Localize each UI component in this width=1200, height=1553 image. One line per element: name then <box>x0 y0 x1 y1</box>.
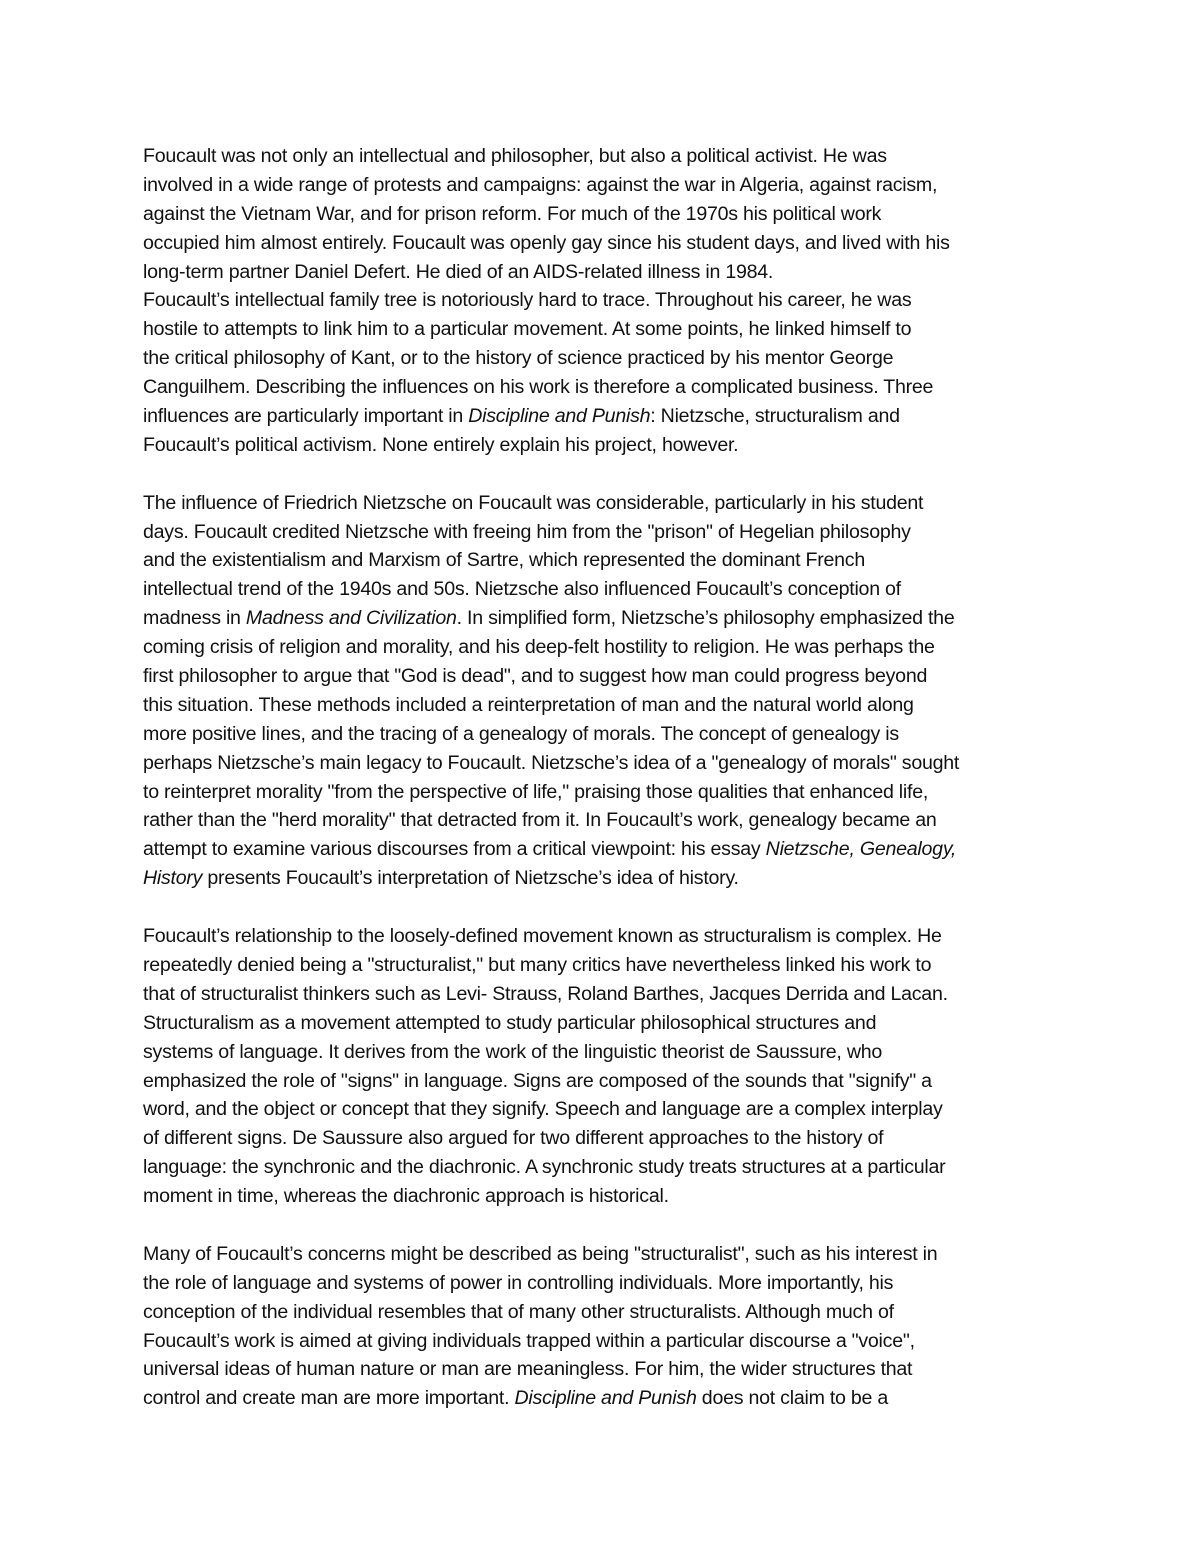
text-run: Foucault’s intellectual family tree is notoriously hard to trace. Throughout his career, he was <box>143 289 912 312</box>
text-line <box>143 864 1073 893</box>
text-run: the critical philosophy of Kant, or to the history of science practiced by his mentor George <box>143 347 894 370</box>
text-run: word, and the object or concept that they signify. Speech and language are a complex interplay <box>143 1098 943 1121</box>
text-run: Structuralism as a movement attempted to study particular philosophical structures and <box>143 1011 877 1034</box>
text-run: intellectual trend of the 1940s and 50s. Nietzsche also influenced Foucault’s conception of <box>143 578 901 601</box>
text-run: Canguilhem. Describing the influences on his work is therefore a complicated business. Three <box>143 376 934 399</box>
text-line <box>143 1269 1073 1298</box>
text-run: Foucault was not only an intellectual and philosopher, but also a political activist. He was <box>143 145 887 167</box>
text-line <box>143 373 1073 402</box>
text-line <box>143 518 1073 547</box>
text-line <box>143 1384 1073 1413</box>
text-run: influences are particularly important in <box>143 405 469 428</box>
text-run: . In simplified form, Nietzsche’s philosophy emphasized the <box>456 607 955 630</box>
text-line <box>143 749 1073 778</box>
text-line <box>143 344 1073 373</box>
text-run: repeatedly denied being a "structuralist," but many critics have nevertheless linked his work to <box>143 953 932 976</box>
text-run: of different signs. De Saussure also argued for two different approaches to the history of <box>143 1127 884 1150</box>
italic-title: Madness and Civilization <box>245 607 457 630</box>
paragraph-break <box>143 460 1073 489</box>
text-line <box>143 546 1073 575</box>
text-line <box>143 1124 1073 1153</box>
text-line <box>143 1038 1073 1067</box>
text-run: against the Vietnam War, and for prison reform. For much of the 1970s his political work <box>143 202 882 225</box>
paragraph-break <box>143 893 1073 922</box>
text-line <box>143 980 1073 1009</box>
text-run: coming crisis of religion and morality, and his deep-felt hostility to religion. He was perhaps the <box>143 636 935 659</box>
text-line <box>143 662 1073 691</box>
text-line <box>143 951 1073 980</box>
text-run: perhaps Nietzsche’s main legacy to Foucault. Nietzsche’s idea of a "genealogy of morals" sought <box>143 751 960 774</box>
text-line <box>143 1327 1073 1356</box>
text-line <box>143 633 1073 662</box>
italic-title: Discipline and Punish <box>468 405 651 428</box>
italic-title: History <box>143 867 203 890</box>
text-line <box>143 489 1073 518</box>
text-line <box>143 142 1073 171</box>
text-line <box>143 575 1073 604</box>
text-line <box>143 691 1073 720</box>
text-line <box>143 402 1073 431</box>
text-run: this situation. These methods included a reinterpretation of man and the natural world along <box>143 693 914 716</box>
italic-title: Discipline and Punish <box>514 1387 697 1410</box>
text-line <box>143 720 1073 749</box>
text-run: The influence of Friedrich Nietzsche on Foucault was considerable, particularly in his student <box>143 491 924 514</box>
text-line <box>143 171 1073 200</box>
text-run: that of structuralist thinkers such as Levi- Strauss, Roland Barthes, Jacques Derrida and Lacan. <box>143 982 948 1005</box>
text-line <box>143 922 1073 951</box>
text-line <box>143 258 1073 287</box>
text-line <box>143 1240 1073 1269</box>
text-run: systems of language. It derives from the work of the linguistic theorist de Saussure, who <box>143 1040 883 1063</box>
text-run: first philosopher to argue that "God is dead", and to suggest how man could progress beyond <box>143 665 928 688</box>
text-line <box>143 1009 1073 1038</box>
text-run: madness in <box>143 607 246 630</box>
text-run: Many of Foucault’s concerns might be described as being "structuralist", such as his interest in <box>143 1242 938 1265</box>
text-line <box>143 1182 1073 1211</box>
text-line <box>143 431 1073 460</box>
text-run: Foucault’s work is aimed at giving individuals trapped within a particular discourse a "voice", <box>143 1329 915 1352</box>
text-run: long-term partner Daniel Defert. He died of an AIDS-related illness in 1984. <box>143 260 774 283</box>
text-run: moment in time, whereas the diachronic approach is historical. <box>143 1185 669 1208</box>
text-run: rather than the "herd morality" that detracted from it. In Foucault’s work, genealogy became an <box>143 809 937 832</box>
text-run: universal ideas of human nature or man are meaningless. For him, the wider structures that <box>143 1358 913 1381</box>
text-line <box>143 1067 1073 1096</box>
text-run: does not claim to be a <box>696 1387 889 1410</box>
text-line <box>143 286 1073 315</box>
text-line <box>143 229 1073 258</box>
text-line <box>143 604 1073 633</box>
italic-title: Nietzsche, Genealogy, <box>765 838 957 861</box>
text-line <box>143 315 1073 344</box>
text-run: to reinterpret morality "from the perspective of life," praising those qualities that enhanced life, <box>143 780 929 803</box>
text-run: Foucault’s political activism. None entirely explain his project, however. <box>143 433 739 456</box>
text-line <box>143 200 1073 229</box>
text-run: conception of the individual resembles that of many other structuralists. Although much of <box>143 1300 894 1323</box>
text-run: language: the synchronic and the diachronic. A synchronic study treats structures at a particular <box>143 1156 946 1179</box>
text-run: hostile to attempts to link him to a particular movement. At some points, he linked himself to <box>143 318 912 341</box>
text-run: more positive lines, and the tracing of a genealogy of morals. The concept of genealogy is <box>143 722 899 745</box>
text-line <box>143 1298 1073 1327</box>
text-run: : Nietzsche, structuralism and <box>650 405 900 428</box>
text-line <box>143 835 1073 864</box>
text-line <box>143 1355 1073 1384</box>
text-run: attempt to examine various discourses from a critical viewpoint: his essay <box>143 838 766 861</box>
text-run: emphasized the role of "signs" in language. Signs are composed of the sounds that "signify" a <box>143 1069 932 1092</box>
text-run: Foucault’s relationship to the loosely-defined movement known as structuralism is complex. He <box>143 925 942 948</box>
text-run: presents Foucault’s interpretation of Nietzsche’s idea of history. <box>202 867 739 890</box>
text-run: and the existentialism and Marxism of Sartre, which represented the dominant French <box>143 549 865 572</box>
text-line <box>143 1153 1073 1182</box>
text-line <box>143 778 1073 807</box>
text-run: control and create man are more important. <box>143 1387 515 1410</box>
text-line <box>143 806 1073 835</box>
text-run: involved in a wide range of protests and campaigns: against the war in Algeria, against racism, <box>143 173 938 196</box>
text-run: days. Foucault credited Nietzsche with freeing him from the "prison" of Hegelian philosophy <box>143 520 911 543</box>
document-body <box>143 142 1073 1413</box>
text-run: the role of language and systems of power in controlling individuals. More importantly, his <box>143 1271 894 1294</box>
text-line <box>143 1095 1073 1124</box>
paragraph-break <box>143 1211 1073 1240</box>
text-run: occupied him almost entirely. Foucault was openly gay since his student days, and lived with his <box>143 231 950 254</box>
